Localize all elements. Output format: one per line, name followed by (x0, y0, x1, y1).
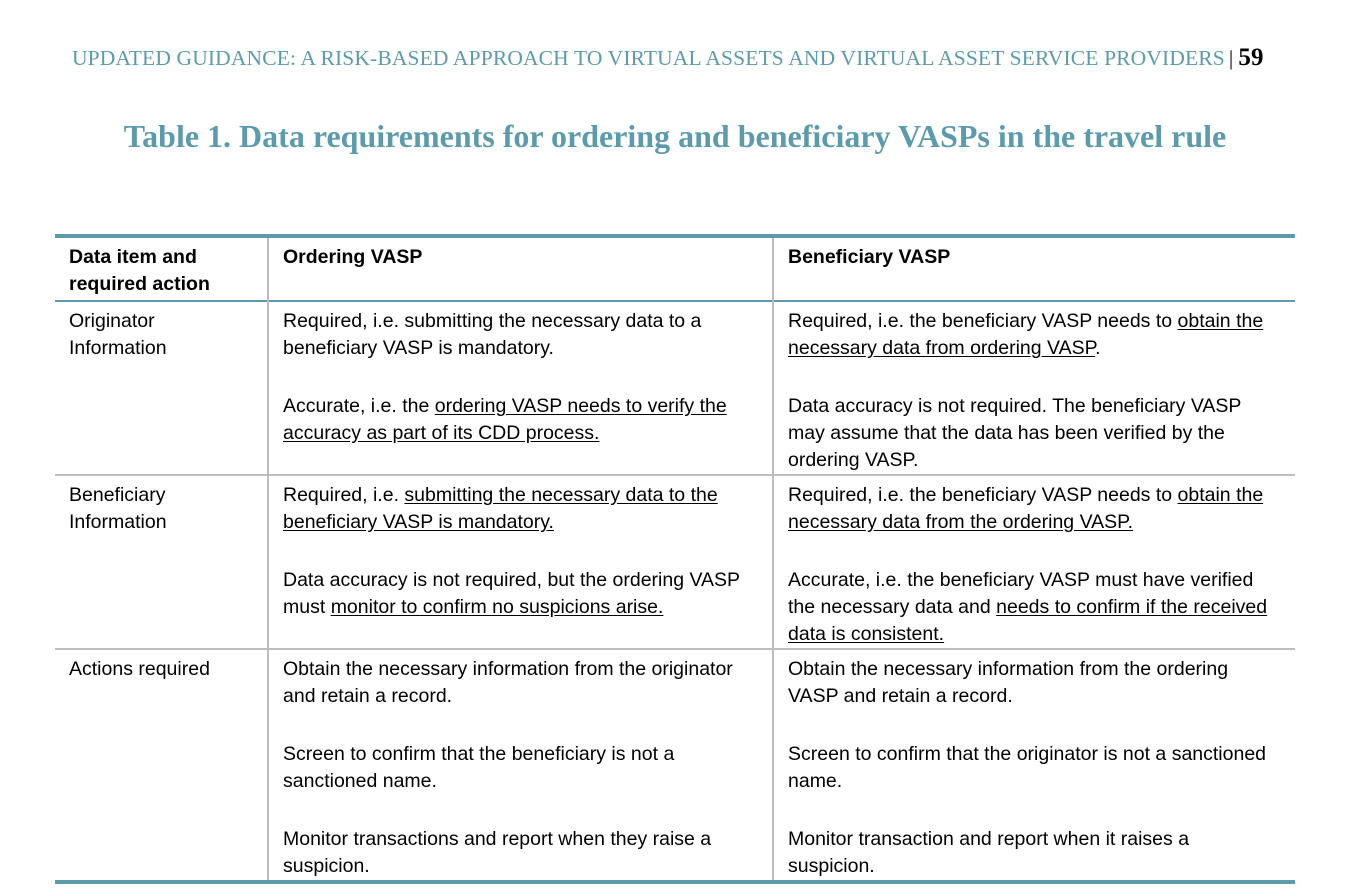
table-row-originator-information (55, 301, 1295, 475)
data-item-cell: Originator Information (69, 310, 167, 359)
ordering-paragraph (283, 393, 758, 447)
beneficiary-paragraph (788, 482, 1281, 536)
data-item-cell: Beneficiary Information (69, 484, 167, 533)
ordering-cell (268, 301, 773, 475)
table-row-actions-required (55, 649, 1295, 882)
ordering-paragraph (283, 826, 758, 880)
running-header (72, 44, 1294, 72)
paragraph-text: Screen to confirm that the originator is not a sanctioned name. (788, 743, 1267, 792)
paragraph-text: Monitor transaction and report when it raises a suspicion. (788, 828, 1190, 877)
beneficiary-cell (773, 301, 1295, 475)
underlined-text: submitting the necessary data to the beneficiary VASP is mandatory. (283, 484, 718, 533)
underlined-text: monitor to confirm no suspicions arise. (330, 596, 664, 618)
beneficiary-cell (773, 649, 1295, 882)
beneficiary-paragraph (788, 656, 1281, 710)
paragraph-text: Data accuracy is not required, but the ordering VASP must (283, 569, 740, 618)
paragraph-text: Obtain the necessary information from the ordering VASP and retain a record. (788, 658, 1229, 707)
paragraph-text: . (1095, 337, 1101, 359)
column-header-ordering-vasp: Ordering VASP (268, 236, 773, 301)
underlined-text: needs to confirm if the received data is consistent. (788, 596, 1268, 645)
data-requirements-table (55, 234, 1295, 884)
beneficiary-paragraph (788, 826, 1281, 880)
ordering-paragraph (283, 656, 758, 710)
paragraph-text: Data accuracy is not required. The beneficiary VASP may assume that the data has been verified by the ordering VASP. (788, 395, 1242, 471)
ordering-paragraph (283, 741, 758, 795)
column-header-beneficiary-vasp: Beneficiary VASP (773, 236, 1295, 301)
data-item-cell: Actions required (69, 658, 210, 680)
beneficiary-paragraph (788, 393, 1281, 474)
paragraph-text: Obtain the necessary information from the originator and retain a record. (283, 658, 733, 707)
running-title: UPDATED GUIDANCE: A RISK-BASED APPROACH TO VIRTUAL ASSETS AND VIRTUAL ASSET SERVICE PROVIDERS (72, 46, 1225, 70)
paragraph-text: Required, i.e. the beneficiary VASP needs to (788, 310, 1178, 332)
underlined-text: obtain the necessary data from the ordering VASP. (788, 484, 1264, 533)
underlined-text: ordering VASP needs to verify the accuracy as part of its CDD process. (283, 395, 727, 444)
beneficiary-paragraph (788, 308, 1281, 362)
ordering-paragraph (283, 567, 758, 621)
underlined-text: obtain the necessary data from ordering VASP (788, 310, 1264, 359)
page-number: 59 (1238, 44, 1264, 71)
ordering-cell (268, 475, 773, 649)
paragraph-text: Required, i.e. (283, 484, 405, 506)
paragraph-text: Screen to confirm that the beneficiary is not a sanctioned name. (283, 743, 675, 792)
beneficiary-cell (773, 475, 1295, 649)
table-row-beneficiary-information (55, 475, 1295, 649)
table-body (55, 301, 1295, 882)
beneficiary-paragraph (788, 567, 1281, 648)
paragraph-text: Required, i.e. submitting the necessary data to a beneficiary VASP is mandatory. (283, 310, 702, 359)
paragraph-text: Accurate, i.e. the beneficiary VASP must have verified the necessary data and (788, 569, 1254, 618)
paragraph-text: Accurate, i.e. the (283, 395, 435, 417)
header-separator: | (1228, 46, 1234, 70)
paragraph-text: Monitor transactions and report when they raise a suspicion. (283, 828, 712, 877)
table-header-row (55, 236, 1295, 301)
ordering-cell (268, 649, 773, 882)
beneficiary-paragraph (788, 741, 1281, 795)
table-title: Table 1. Data requirements for ordering and beneficiary VASPs in the travel rule (123, 118, 1227, 154)
paragraph-text: Required, i.e. the beneficiary VASP needs to (788, 484, 1178, 506)
column-header-data-item: Data item and required action (69, 246, 210, 295)
ordering-paragraph (283, 308, 758, 362)
ordering-paragraph (283, 482, 758, 536)
